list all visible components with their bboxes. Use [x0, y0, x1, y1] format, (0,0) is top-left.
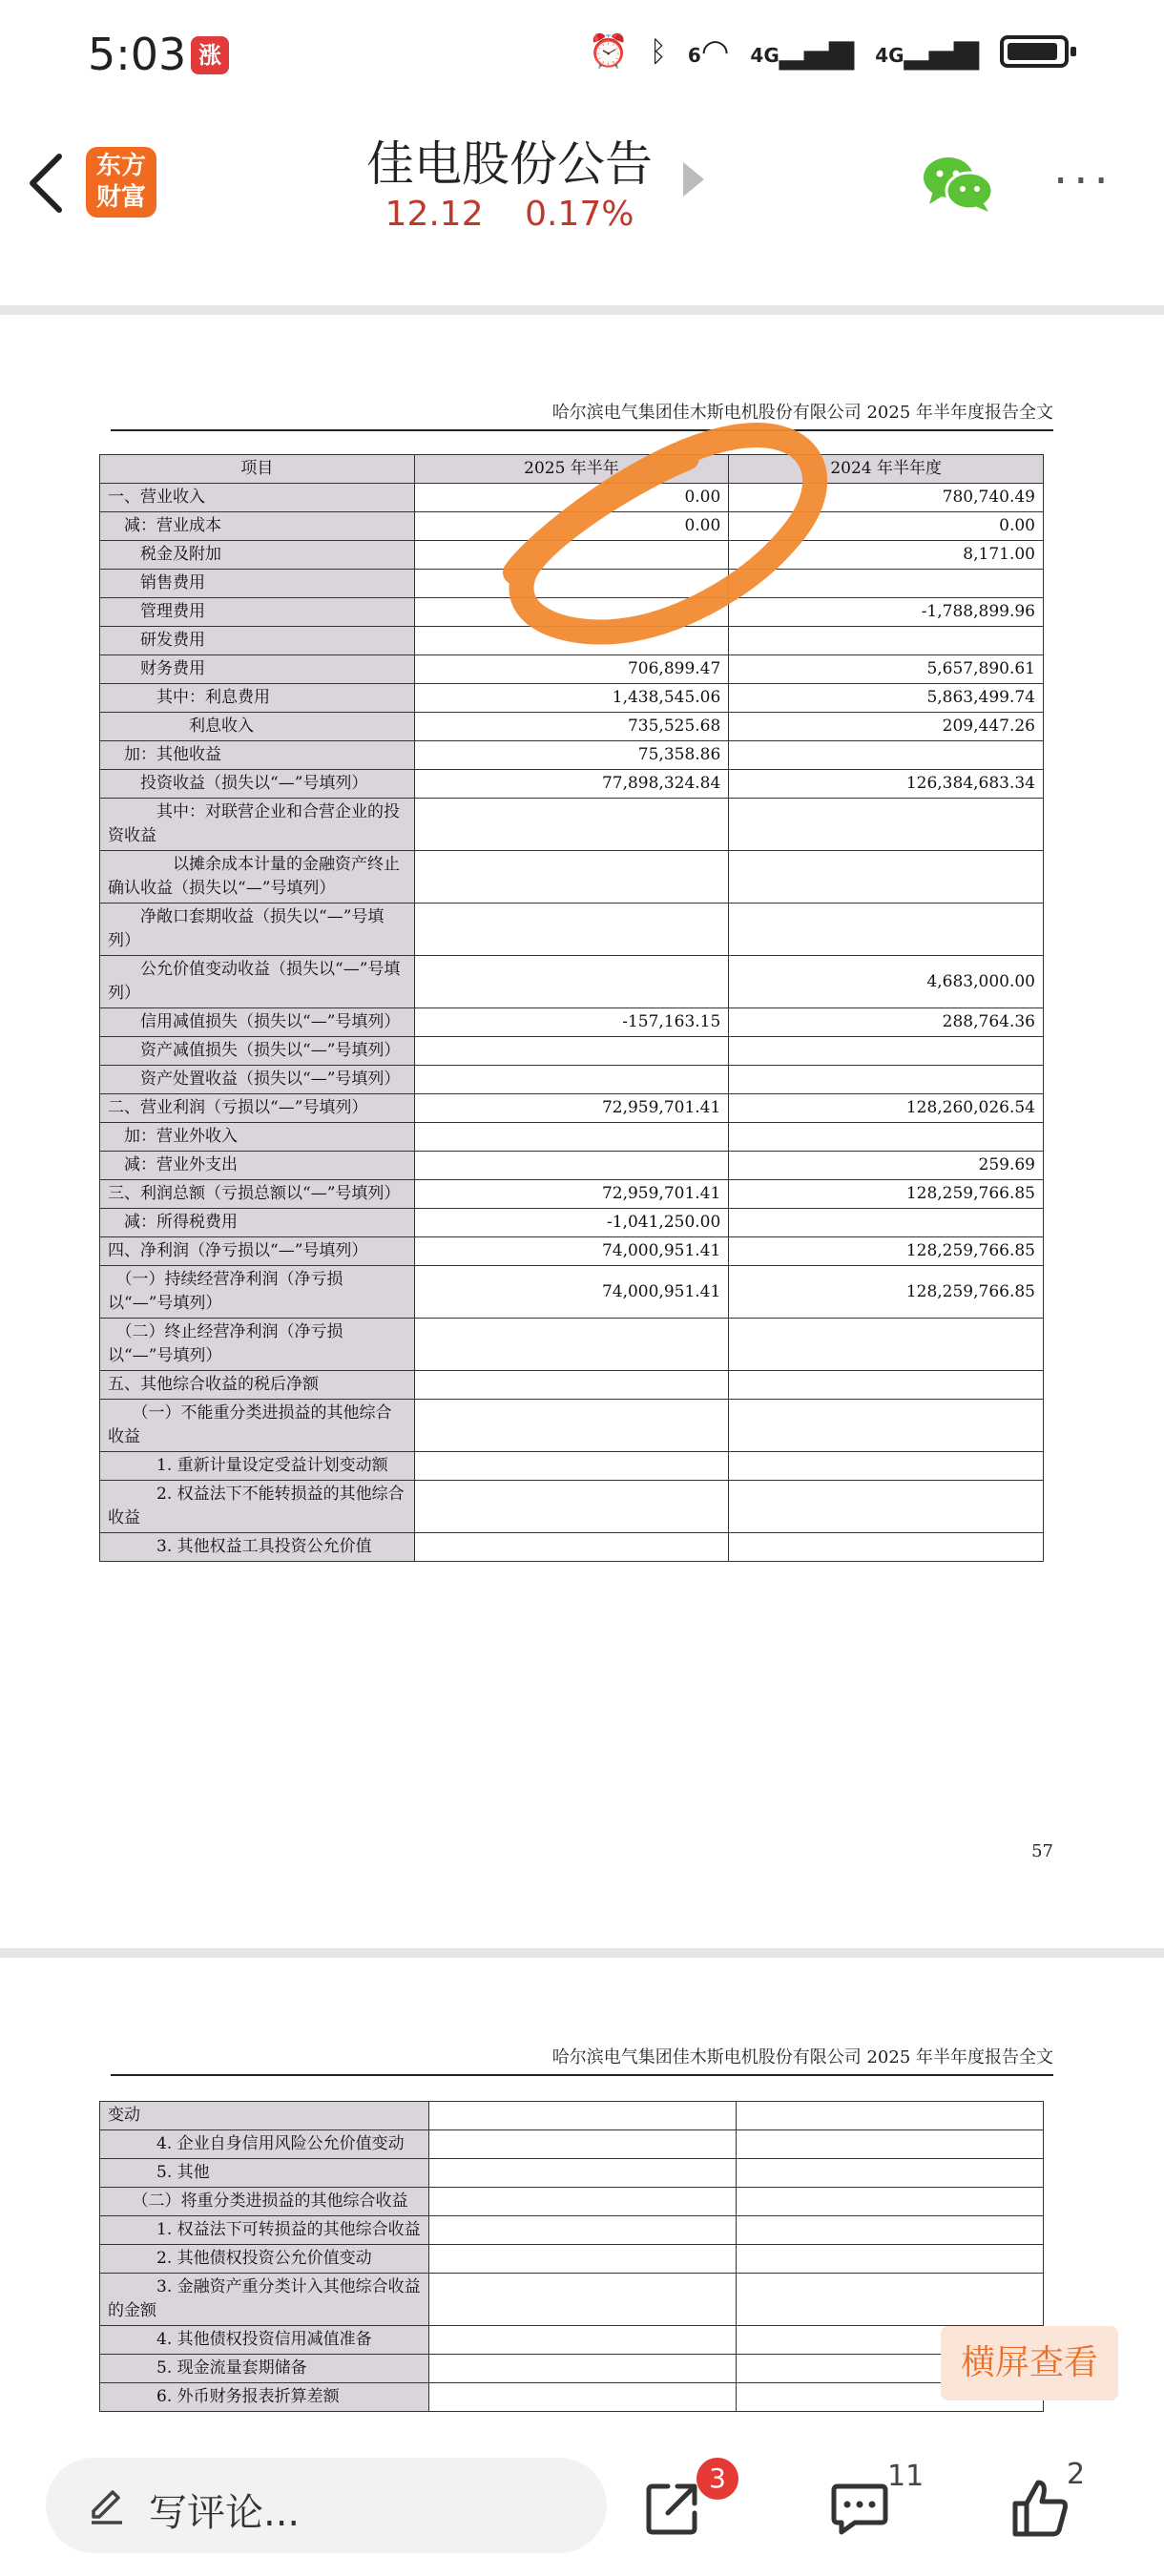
table-row — [100, 1123, 1044, 1152]
comments-icon[interactable] — [826, 2475, 893, 2542]
current-period-value — [414, 851, 729, 904]
current-period-value — [429, 2383, 737, 2412]
table-header-row — [100, 455, 1044, 484]
alarm-icon: ⏰ — [588, 32, 629, 71]
share-icon[interactable] — [639, 2475, 706, 2542]
previous-period-value — [729, 627, 1044, 655]
row-label: 2. 其他债权投资公允价值变动 — [100, 2245, 429, 2274]
table-row — [100, 1094, 1044, 1123]
previous-period-value — [729, 1066, 1044, 1094]
previous-period-value: 259.69 — [729, 1152, 1044, 1180]
table-row — [100, 1371, 1044, 1400]
table-row — [100, 741, 1044, 770]
current-period-value — [414, 1371, 729, 1400]
table-row — [100, 1008, 1044, 1037]
current-period-value — [414, 627, 729, 655]
table-row — [100, 1180, 1044, 1209]
current-period-value — [414, 1123, 729, 1152]
stock-price: 12.12 — [385, 195, 484, 234]
current-period-value: 1,438,545.06 — [414, 684, 729, 713]
current-period-value — [414, 904, 729, 956]
current-period-value — [414, 570, 729, 598]
row-label: 减：所得税费用 — [100, 1209, 415, 1237]
comment-input[interactable] — [46, 2458, 607, 2553]
row-label: 4. 其他债权投资信用减值准备 — [100, 2326, 429, 2355]
previous-period-value — [729, 1533, 1044, 1562]
previous-period-value — [737, 2102, 1044, 2130]
previous-period-value: 5,863,499.74 — [729, 684, 1044, 713]
current-period-value — [429, 2130, 737, 2159]
row-label: （二）终止经营净利润（净亏损以“—”号填列） — [100, 1319, 415, 1371]
table-row — [100, 655, 1044, 684]
row-label: 加：营业外收入 — [100, 1123, 415, 1152]
table-row — [100, 598, 1044, 627]
document-header: 哈尔滨电气集团佳木斯电机股份有限公司 2025 年半年度报告全文 — [111, 2044, 1053, 2076]
table-row — [100, 512, 1044, 541]
row-label: 一、营业收入 — [100, 484, 415, 512]
row-label: 管理费用 — [100, 598, 415, 627]
row-label: 1. 权益法下可转损益的其他综合收益 — [100, 2216, 429, 2245]
row-label: 净敞口套期收益（损失以“—”号填列） — [100, 904, 415, 956]
like-icon[interactable] — [1008, 2475, 1074, 2542]
previous-period-value — [729, 851, 1044, 904]
current-period-value: -1,041,250.00 — [414, 1209, 729, 1237]
row-label: 资产减值损失（损失以“—”号填列） — [100, 1037, 415, 1066]
row-label: 五、其他综合收益的税后净额 — [100, 1371, 415, 1400]
current-period-value: 706,899.47 — [414, 655, 729, 684]
previous-period-value — [729, 1319, 1044, 1371]
current-period-value — [429, 2326, 737, 2355]
current-period-value — [414, 1452, 729, 1481]
previous-period-value — [737, 2159, 1044, 2188]
stock-change: 0.17% — [525, 195, 634, 234]
table-row — [100, 1481, 1044, 1533]
previous-period-value — [729, 1123, 1044, 1152]
previous-period-value — [737, 2274, 1044, 2326]
row-label: 税金及附加 — [100, 541, 415, 570]
income-statement-table — [99, 454, 1044, 1562]
previous-period-value: 128,259,766.85 — [729, 1266, 1044, 1319]
table-row — [100, 2245, 1044, 2274]
current-period-value — [414, 1533, 729, 1562]
table-row — [100, 956, 1044, 1008]
wechat-share-icon[interactable] — [922, 153, 994, 214]
current-period-value — [414, 1152, 729, 1180]
table-row — [100, 713, 1044, 741]
expand-arrow-icon[interactable] — [683, 162, 704, 197]
row-label: 三、利润总额（亏损总额以“—”号填列） — [100, 1180, 415, 1209]
column-header-current: 2025 年半年 — [414, 455, 729, 484]
row-label: 四、净利润（净亏损以“—”号填列） — [100, 1237, 415, 1266]
row-label: 资产处置收益（损失以“—”号填列） — [100, 1066, 415, 1094]
table-row — [100, 1400, 1044, 1452]
bottom-action-bar — [0, 2433, 1164, 2576]
row-label: 6. 外币财务报表折算差额 — [100, 2383, 429, 2412]
previous-period-value: -1,788,899.96 — [729, 598, 1044, 627]
current-period-value — [429, 2159, 737, 2188]
row-label: （二）将重分类进损益的其他综合收益 — [100, 2188, 429, 2216]
row-label: （一）不能重分类进损益的其他综合收益 — [100, 1400, 415, 1452]
table-row — [100, 1209, 1044, 1237]
current-period-value — [429, 2188, 737, 2216]
table-row — [100, 904, 1044, 956]
previous-period-value — [729, 1209, 1044, 1237]
row-label: 4. 企业自身信用风险公允价值变动 — [100, 2130, 429, 2159]
table-row — [100, 2130, 1044, 2159]
bluetooth-icon: ᛒ — [649, 34, 667, 69]
status-time: 5:03 — [88, 29, 187, 80]
status-icons — [588, 32, 1069, 71]
current-period-value: 75,358.86 — [414, 741, 729, 770]
current-period-value: 74,000,951.41 — [414, 1237, 729, 1266]
document-header: 哈尔滨电气集团佳木斯电机股份有限公司 2025 年半年度报告全文 — [111, 399, 1053, 431]
previous-period-value — [729, 1452, 1044, 1481]
previous-period-value: 128,259,766.85 — [729, 1237, 1044, 1266]
previous-period-value: 780,740.49 — [729, 484, 1044, 512]
page-number: 57 — [1031, 1841, 1053, 1861]
row-label: 财务费用 — [100, 655, 415, 684]
previous-period-value: 128,259,766.85 — [729, 1180, 1044, 1209]
current-period-value — [414, 1319, 729, 1371]
row-label: 2. 权益法下不能转损益的其他综合收益 — [100, 1481, 415, 1533]
current-period-value: 72,959,701.41 — [414, 1180, 729, 1209]
table-row — [100, 1152, 1044, 1180]
table-row — [100, 2216, 1044, 2245]
column-header-item: 项目 — [100, 455, 415, 484]
like-count: 2 — [1067, 2458, 1086, 2491]
current-period-value: 74,000,951.41 — [414, 1266, 729, 1319]
current-period-value: 0.00 — [414, 512, 729, 541]
current-period-value — [414, 598, 729, 627]
pen-icon — [86, 2484, 128, 2526]
row-label: 利息收入 — [100, 713, 415, 741]
row-label: 二、营业利润（亏损以“—”号填列） — [100, 1094, 415, 1123]
previous-period-value — [729, 570, 1044, 598]
current-period-value — [429, 2245, 737, 2274]
document-page-1 — [0, 315, 1164, 1946]
table-row — [100, 1452, 1044, 1481]
current-period-value: 0.00 — [414, 484, 729, 512]
table-row — [100, 770, 1044, 799]
status-bar — [0, 0, 1164, 113]
row-label: 以摊余成本计量的金融资产终止确认收益（损失以“—”号填列） — [100, 851, 415, 904]
app-notification-icon: 涨 — [191, 36, 229, 74]
table-row — [100, 684, 1044, 713]
table-row — [100, 2326, 1044, 2355]
row-label: 销售费用 — [100, 570, 415, 598]
current-period-value — [414, 1481, 729, 1533]
app-logo[interactable]: 东方 财富 — [86, 147, 156, 218]
current-period-value — [429, 2274, 737, 2326]
current-period-value: -157,163.15 — [414, 1008, 729, 1037]
table-row — [100, 1533, 1044, 1562]
current-period-value — [414, 1037, 729, 1066]
page-title: 佳电股份公告 — [366, 136, 653, 192]
row-label: 3. 金融资产重分类计入其他综合收益的金额 — [100, 2274, 429, 2326]
battery-icon — [1000, 35, 1069, 68]
previous-period-value: 8,171.00 — [729, 541, 1044, 570]
previous-period-value: 126,384,683.34 — [729, 770, 1044, 799]
income-statement-table-continued — [99, 2101, 1044, 2412]
table-row — [100, 2102, 1044, 2130]
previous-period-value: 4,683,000.00 — [729, 956, 1044, 1008]
column-header-previous: 2024 年半年度 — [729, 455, 1044, 484]
current-period-value — [414, 799, 729, 851]
previous-period-value — [729, 904, 1044, 956]
row-label: （一）持续经营净利润（净亏损以“—”号填列） — [100, 1266, 415, 1319]
current-period-value: 735,525.68 — [414, 713, 729, 741]
divider — [0, 1948, 1164, 1958]
stock-quote[interactable] — [0, 195, 1019, 234]
table-row — [100, 1237, 1044, 1266]
table-row — [100, 1319, 1044, 1371]
wifi-icon: 6◠ — [687, 32, 730, 71]
comment-count: 11 — [887, 2460, 925, 2493]
row-label: 减：营业成本 — [100, 512, 415, 541]
table-row — [100, 484, 1044, 512]
table-row — [100, 2159, 1044, 2188]
table-row — [100, 2188, 1044, 2216]
row-label: 减：营业外支出 — [100, 1152, 415, 1180]
current-period-value — [414, 541, 729, 570]
table-row — [100, 2274, 1044, 2326]
current-period-value — [429, 2355, 737, 2383]
table-row — [100, 1066, 1044, 1094]
previous-period-value: 209,447.26 — [729, 713, 1044, 741]
table-row — [100, 2383, 1044, 2412]
signal-icon-2: 4G▂▄▆ — [875, 32, 979, 71]
comment-placeholder: 写评论... — [149, 2491, 301, 2535]
current-period-value — [429, 2102, 737, 2130]
table-row — [100, 851, 1044, 904]
previous-period-value — [729, 741, 1044, 770]
row-label: 变动 — [100, 2102, 429, 2130]
more-options-button[interactable]: ··· — [1053, 155, 1114, 208]
row-label: 3. 其他权益工具投资公允价值 — [100, 1533, 415, 1562]
divider — [0, 305, 1164, 315]
table-row — [100, 541, 1044, 570]
previous-period-value — [729, 1481, 1044, 1533]
previous-period-value: 0.00 — [729, 512, 1044, 541]
row-label: 研发费用 — [100, 627, 415, 655]
landscape-view-button[interactable]: 横屏查看 — [941, 2326, 1118, 2400]
row-label: 其中：利息费用 — [100, 684, 415, 713]
current-period-value — [429, 2216, 737, 2245]
row-label: 公允价值变动收益（损失以“—”号填列） — [100, 956, 415, 1008]
table-row — [100, 1266, 1044, 1319]
table-row — [100, 570, 1044, 598]
previous-period-value: 128,260,026.54 — [729, 1094, 1044, 1123]
previous-period-value — [729, 799, 1044, 851]
table-row — [100, 799, 1044, 851]
previous-period-value: 5,657,890.61 — [729, 655, 1044, 684]
row-label: 5. 其他 — [100, 2159, 429, 2188]
previous-period-value — [737, 2188, 1044, 2216]
current-period-value — [414, 1400, 729, 1452]
current-period-value — [414, 956, 729, 1008]
previous-period-value: 288,764.36 — [729, 1008, 1044, 1037]
previous-period-value — [737, 2245, 1044, 2274]
signal-icon: 4G▂▄▆ — [750, 32, 855, 71]
row-label: 1. 重新计量设定受益计划变动额 — [100, 1452, 415, 1481]
table-row — [100, 627, 1044, 655]
previous-period-value — [729, 1371, 1044, 1400]
share-badge: 3 — [696, 2458, 738, 2500]
previous-period-value — [729, 1037, 1044, 1066]
app-header — [0, 113, 1164, 254]
table-row — [100, 2355, 1044, 2383]
current-period-value: 72,959,701.41 — [414, 1094, 729, 1123]
previous-period-value — [729, 1400, 1044, 1452]
previous-period-value — [737, 2130, 1044, 2159]
row-label: 其中：对联营企业和合营企业的投资收益 — [100, 799, 415, 851]
row-label: 加：其他收益 — [100, 741, 415, 770]
previous-period-value — [737, 2216, 1044, 2245]
current-period-value — [414, 1066, 729, 1094]
row-label: 投资收益（损失以“—”号填列） — [100, 770, 415, 799]
row-label: 5. 现金流量套期储备 — [100, 2355, 429, 2383]
table-row — [100, 1037, 1044, 1066]
row-label: 信用减值损失（损失以“—”号填列） — [100, 1008, 415, 1037]
current-period-value: 77,898,324.84 — [414, 770, 729, 799]
